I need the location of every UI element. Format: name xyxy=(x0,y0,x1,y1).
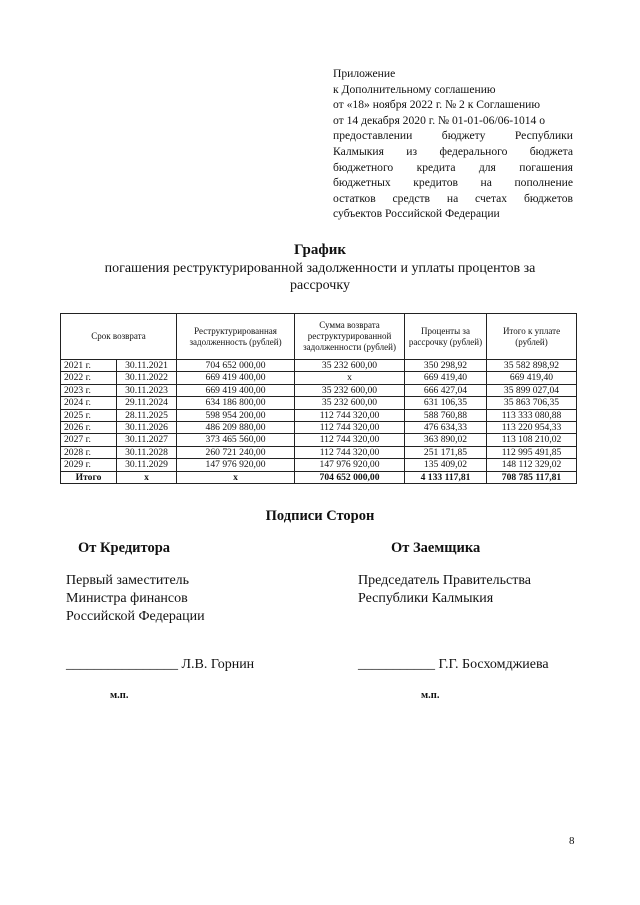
appendix-line: Калмыкия из федерального бюджета xyxy=(333,144,573,158)
total-cell: 704 652 000,00 xyxy=(295,471,405,483)
table-cell: 112 744 320,00 xyxy=(295,434,405,446)
table-cell: 666 427,04 xyxy=(405,384,487,396)
table-cell: 669 419 400,00 xyxy=(177,372,295,384)
table-cell: 2021 г. xyxy=(61,360,117,372)
creditor-signature-line xyxy=(66,657,254,673)
table-cell: 35 582 898,92 xyxy=(487,360,577,372)
document-subtitle xyxy=(60,260,580,294)
total-cell: 708 785 117,81 xyxy=(487,471,577,483)
creditor-position xyxy=(66,572,205,626)
subtitle-line: рассрочку xyxy=(290,278,350,293)
table-row xyxy=(61,409,577,421)
table-row xyxy=(61,372,577,384)
signatures-title: Подписи Сторон xyxy=(265,508,375,524)
table-cell: 669 419,40 xyxy=(487,372,577,384)
table-cell: 350 298,92 xyxy=(405,360,487,372)
appendix-line: бюджетного кредита для погашения xyxy=(333,160,573,174)
table-row xyxy=(61,434,577,446)
table-cell: 2025 г. xyxy=(61,409,117,421)
table-cell: 148 112 329,02 xyxy=(487,459,577,471)
position-line: Первый заместитель xyxy=(66,573,190,588)
appendix-heading xyxy=(333,66,573,222)
table-cell: 28.11.2025 xyxy=(117,409,177,421)
table-cell: 35 232 600,00 xyxy=(295,360,405,372)
creditor-stamp-place: м.п. xyxy=(110,690,129,701)
table-row xyxy=(61,360,577,372)
table-cell: 373 465 560,00 xyxy=(177,434,295,446)
table-cell: 2029 г. xyxy=(61,459,117,471)
position-line: Министра финансов xyxy=(66,591,188,606)
table-cell: x xyxy=(295,372,405,384)
document-title: График xyxy=(293,242,347,258)
column-header: Срок возврата xyxy=(61,314,177,360)
table-cell: 2023 г. xyxy=(61,384,117,396)
creditor-signatory-name: Л.В. Горнин xyxy=(181,657,255,672)
repayment-schedule-table xyxy=(60,313,577,484)
total-cell: Итого xyxy=(61,471,117,483)
table-cell: 634 186 800,00 xyxy=(177,397,295,409)
table-cell: 2027 г. xyxy=(61,434,117,446)
appendix-line: субъектов Российской Федерации xyxy=(333,207,500,221)
column-header: Сумма возврата реструктурированной задолженности (рублей) xyxy=(295,314,405,360)
table-cell: 35 863 706,35 xyxy=(487,397,577,409)
table-cell: 30.11.2023 xyxy=(117,384,177,396)
column-header: Реструктурированная задолженность (рублей) xyxy=(177,314,295,360)
table-cell: 631 106,35 xyxy=(405,397,487,409)
table-cell: 135 409,02 xyxy=(405,459,487,471)
table-cell: 112 995 491,85 xyxy=(487,446,577,458)
creditor-heading: От Кредитора xyxy=(78,540,171,556)
table-cell: 486 209 880,00 xyxy=(177,422,295,434)
position-line: Председатель Правительства xyxy=(358,573,531,588)
table-cell: 30.11.2022 xyxy=(117,372,177,384)
column-header: Проценты за рассрочку (рублей) xyxy=(405,314,487,360)
table-cell: 35 232 600,00 xyxy=(295,384,405,396)
appendix-line: от «18» ноября 2022 г. № 2 к Соглашению xyxy=(333,98,541,112)
table-cell: 29.11.2024 xyxy=(117,397,177,409)
position-line: Российской Федерации xyxy=(66,609,205,624)
subtitle-line: погашения реструктурированной задолженности и уплаты процентов за xyxy=(104,261,536,276)
table-cell: 251 171,85 xyxy=(405,446,487,458)
table-cell: 2026 г. xyxy=(61,422,117,434)
table-cell: 30.11.2026 xyxy=(117,422,177,434)
table-cell: 147 976 920,00 xyxy=(295,459,405,471)
column-header: Итого к уплате (рублей) xyxy=(487,314,577,360)
total-cell: 4 133 117,81 xyxy=(405,471,487,483)
table-cell: 669 419 400,00 xyxy=(177,384,295,396)
total-cell: x xyxy=(117,471,177,483)
borrower-signatory-name: Г.Г. Босхомджиева xyxy=(438,657,549,672)
table-cell: 112 744 320,00 xyxy=(295,446,405,458)
table-cell: 112 744 320,00 xyxy=(295,422,405,434)
table-cell: 2024 г. xyxy=(61,397,117,409)
table-cell: 2028 г. xyxy=(61,446,117,458)
table-cell: 147 976 920,00 xyxy=(177,459,295,471)
appendix-line: остатков средств на счетах бюджетов xyxy=(333,191,573,205)
appendix-line: предоставлении бюджету Республики xyxy=(333,129,573,143)
table-cell: 113 220 954,33 xyxy=(487,422,577,434)
table-row xyxy=(61,422,577,434)
appendix-line: от 14 декабря 2020 г. № 01-01-06/06-1014 о xyxy=(333,113,546,127)
table-cell: 598 954 200,00 xyxy=(177,409,295,421)
table-cell: 30.11.2027 xyxy=(117,434,177,446)
borrower-heading: От Заемщика xyxy=(391,540,481,556)
signature-blank: ___________ xyxy=(358,657,435,672)
appendix-line: Приложение xyxy=(333,67,396,80)
table-cell: 30.11.2029 xyxy=(117,459,177,471)
table-cell: 35 232 600,00 xyxy=(295,397,405,409)
table-cell: 30.11.2021 xyxy=(117,360,177,372)
table-cell: 112 744 320,00 xyxy=(295,409,405,421)
table-cell: 704 652 000,00 xyxy=(177,360,295,372)
table-cell: 2022 г. xyxy=(61,372,117,384)
table-cell: 476 634,33 xyxy=(405,422,487,434)
table-cell: 113 333 080,88 xyxy=(487,409,577,421)
table-cell: 669 419,40 xyxy=(405,372,487,384)
table-row xyxy=(61,459,577,471)
appendix-line: бюджетных кредитов на пополнение xyxy=(333,176,573,190)
table-cell: 35 899 027,04 xyxy=(487,384,577,396)
table-cell: 30.11.2028 xyxy=(117,446,177,458)
table-cell: 363 890,02 xyxy=(405,434,487,446)
table-row xyxy=(61,397,577,409)
page-number: 8 xyxy=(569,835,575,847)
borrower-position xyxy=(358,572,531,608)
table-cell: 113 108 210,02 xyxy=(487,434,577,446)
position-line: Республики Калмыкия xyxy=(358,591,494,606)
total-cell: x xyxy=(177,471,295,483)
document-title-block xyxy=(60,241,580,294)
table-total-row xyxy=(61,471,577,483)
borrower-signature-line xyxy=(358,657,549,673)
signature-blank: ________________ xyxy=(66,657,178,672)
table-row xyxy=(61,446,577,458)
table-header-row xyxy=(61,314,577,360)
table-cell: 588 760,88 xyxy=(405,409,487,421)
table-cell: 260 721 240,00 xyxy=(177,446,295,458)
appendix-line: к Дополнительному соглашению xyxy=(333,82,496,96)
borrower-stamp-place: м.п. xyxy=(421,690,440,701)
table-row xyxy=(61,384,577,396)
